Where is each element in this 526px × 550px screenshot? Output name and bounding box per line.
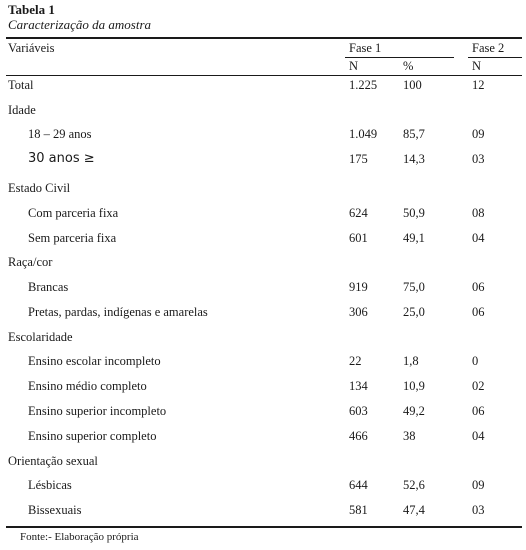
row-fixed-partner-label: Com parceria fixa xyxy=(28,206,119,220)
row-edu-college-incomplete-n2: 06 xyxy=(472,404,485,418)
row-age-30-label: 30 anos ≥ xyxy=(28,151,95,166)
row-nonwhite-n: 306 xyxy=(349,305,368,319)
header-pct: % xyxy=(403,59,414,73)
header-phase1: Fase 1 xyxy=(349,41,382,55)
row-edu-college-complete-label: Ensino superior completo xyxy=(28,429,157,443)
row-fixed-partner-n: 624 xyxy=(349,206,368,220)
header-n: N xyxy=(349,59,359,73)
row-total-pct: 100 xyxy=(403,78,422,92)
row-fixed-partner-n2: 08 xyxy=(472,206,485,220)
table-subtitle: Caracterização da amostra xyxy=(8,17,151,32)
row-lesbians-pct: 52,6 xyxy=(403,478,425,492)
row-edu-school-incomplete-n2: 0 xyxy=(472,354,479,368)
section-label-race: Raça/cor xyxy=(8,255,53,269)
row-age-18-29-n2: 09 xyxy=(472,127,485,141)
row-edu-college-incomplete-pct: 49,2 xyxy=(403,404,425,418)
header-phase2: Fase 2 xyxy=(472,41,505,55)
header-variables: Variáveis xyxy=(8,41,55,55)
row-lesbians-n2: 09 xyxy=(472,478,485,492)
row-edu-highschool-pct: 10,9 xyxy=(403,379,425,393)
row-edu-school-incomplete-label: Ensino escolar incompleto xyxy=(28,354,161,368)
top-rule xyxy=(6,37,522,39)
header-n2: N xyxy=(472,59,482,73)
row-age-18-29-label: 18 – 29 anos xyxy=(28,127,92,141)
header-rule xyxy=(6,75,522,76)
table-footer-source: Fonte:- Elaboração própria xyxy=(20,531,139,543)
row-bisexuals-pct: 47,4 xyxy=(403,503,425,517)
row-nonwhite-pct: 25,0 xyxy=(403,305,425,319)
row-age-30-n: 175 xyxy=(349,152,368,166)
row-no-fixed-partner-n: 601 xyxy=(349,231,368,245)
row-edu-college-incomplete-label: Ensino superior incompleto xyxy=(28,404,167,418)
row-total-n2: 12 xyxy=(472,78,485,92)
row-no-fixed-partner-n2: 04 xyxy=(472,231,485,245)
bottom-rule xyxy=(6,526,522,528)
row-white-n: 919 xyxy=(349,280,368,294)
row-white-n2: 06 xyxy=(472,280,485,294)
section-label-civil: Estado Civil xyxy=(8,181,71,195)
row-lesbians-n: 644 xyxy=(349,478,368,492)
row-edu-college-complete-pct: 38 xyxy=(403,429,416,443)
row-white-pct: 75,0 xyxy=(403,280,425,294)
row-age-18-29-n: 1.049 xyxy=(349,127,378,141)
row-age-30-n2: 03 xyxy=(472,152,485,166)
row-bisexuals-label: Bissexuais xyxy=(28,503,82,517)
phase1-rule xyxy=(345,57,454,58)
section-label-age: Idade xyxy=(8,103,36,117)
row-edu-college-incomplete-n: 603 xyxy=(349,404,368,418)
row-total-label: Total xyxy=(8,78,34,92)
row-edu-highschool-n: 134 xyxy=(349,379,368,393)
row-no-fixed-partner-pct: 49,1 xyxy=(403,231,425,245)
row-age-30-pct: 14,3 xyxy=(403,152,425,166)
section-label-orientation: Orientação sexual xyxy=(8,454,98,468)
row-edu-school-incomplete-pct: 1,8 xyxy=(403,354,419,368)
row-no-fixed-partner-label: Sem parceria fixa xyxy=(28,231,117,245)
row-age-18-29-pct: 85,7 xyxy=(403,127,425,141)
row-edu-highschool-n2: 02 xyxy=(472,379,485,393)
row-lesbians-label: Lésbicas xyxy=(28,478,72,492)
row-bisexuals-n: 581 xyxy=(349,503,368,517)
row-total-n: 1.225 xyxy=(349,78,378,92)
row-white-label: Brancas xyxy=(28,280,69,294)
row-nonwhite-n2: 06 xyxy=(472,305,485,319)
row-fixed-partner-pct: 50,9 xyxy=(403,206,425,220)
row-edu-school-incomplete-n: 22 xyxy=(349,354,362,368)
section-label-education: Escolaridade xyxy=(8,330,73,344)
row-edu-highschool-label: Ensino médio completo xyxy=(28,379,147,393)
row-bisexuals-n2: 03 xyxy=(472,503,485,517)
table-title: Tabela 1 xyxy=(8,2,55,17)
row-edu-college-complete-n: 466 xyxy=(349,429,368,443)
row-edu-college-complete-n2: 04 xyxy=(472,429,485,443)
row-nonwhite-label: Pretas, pardas, indígenas e amarelas xyxy=(28,305,208,319)
